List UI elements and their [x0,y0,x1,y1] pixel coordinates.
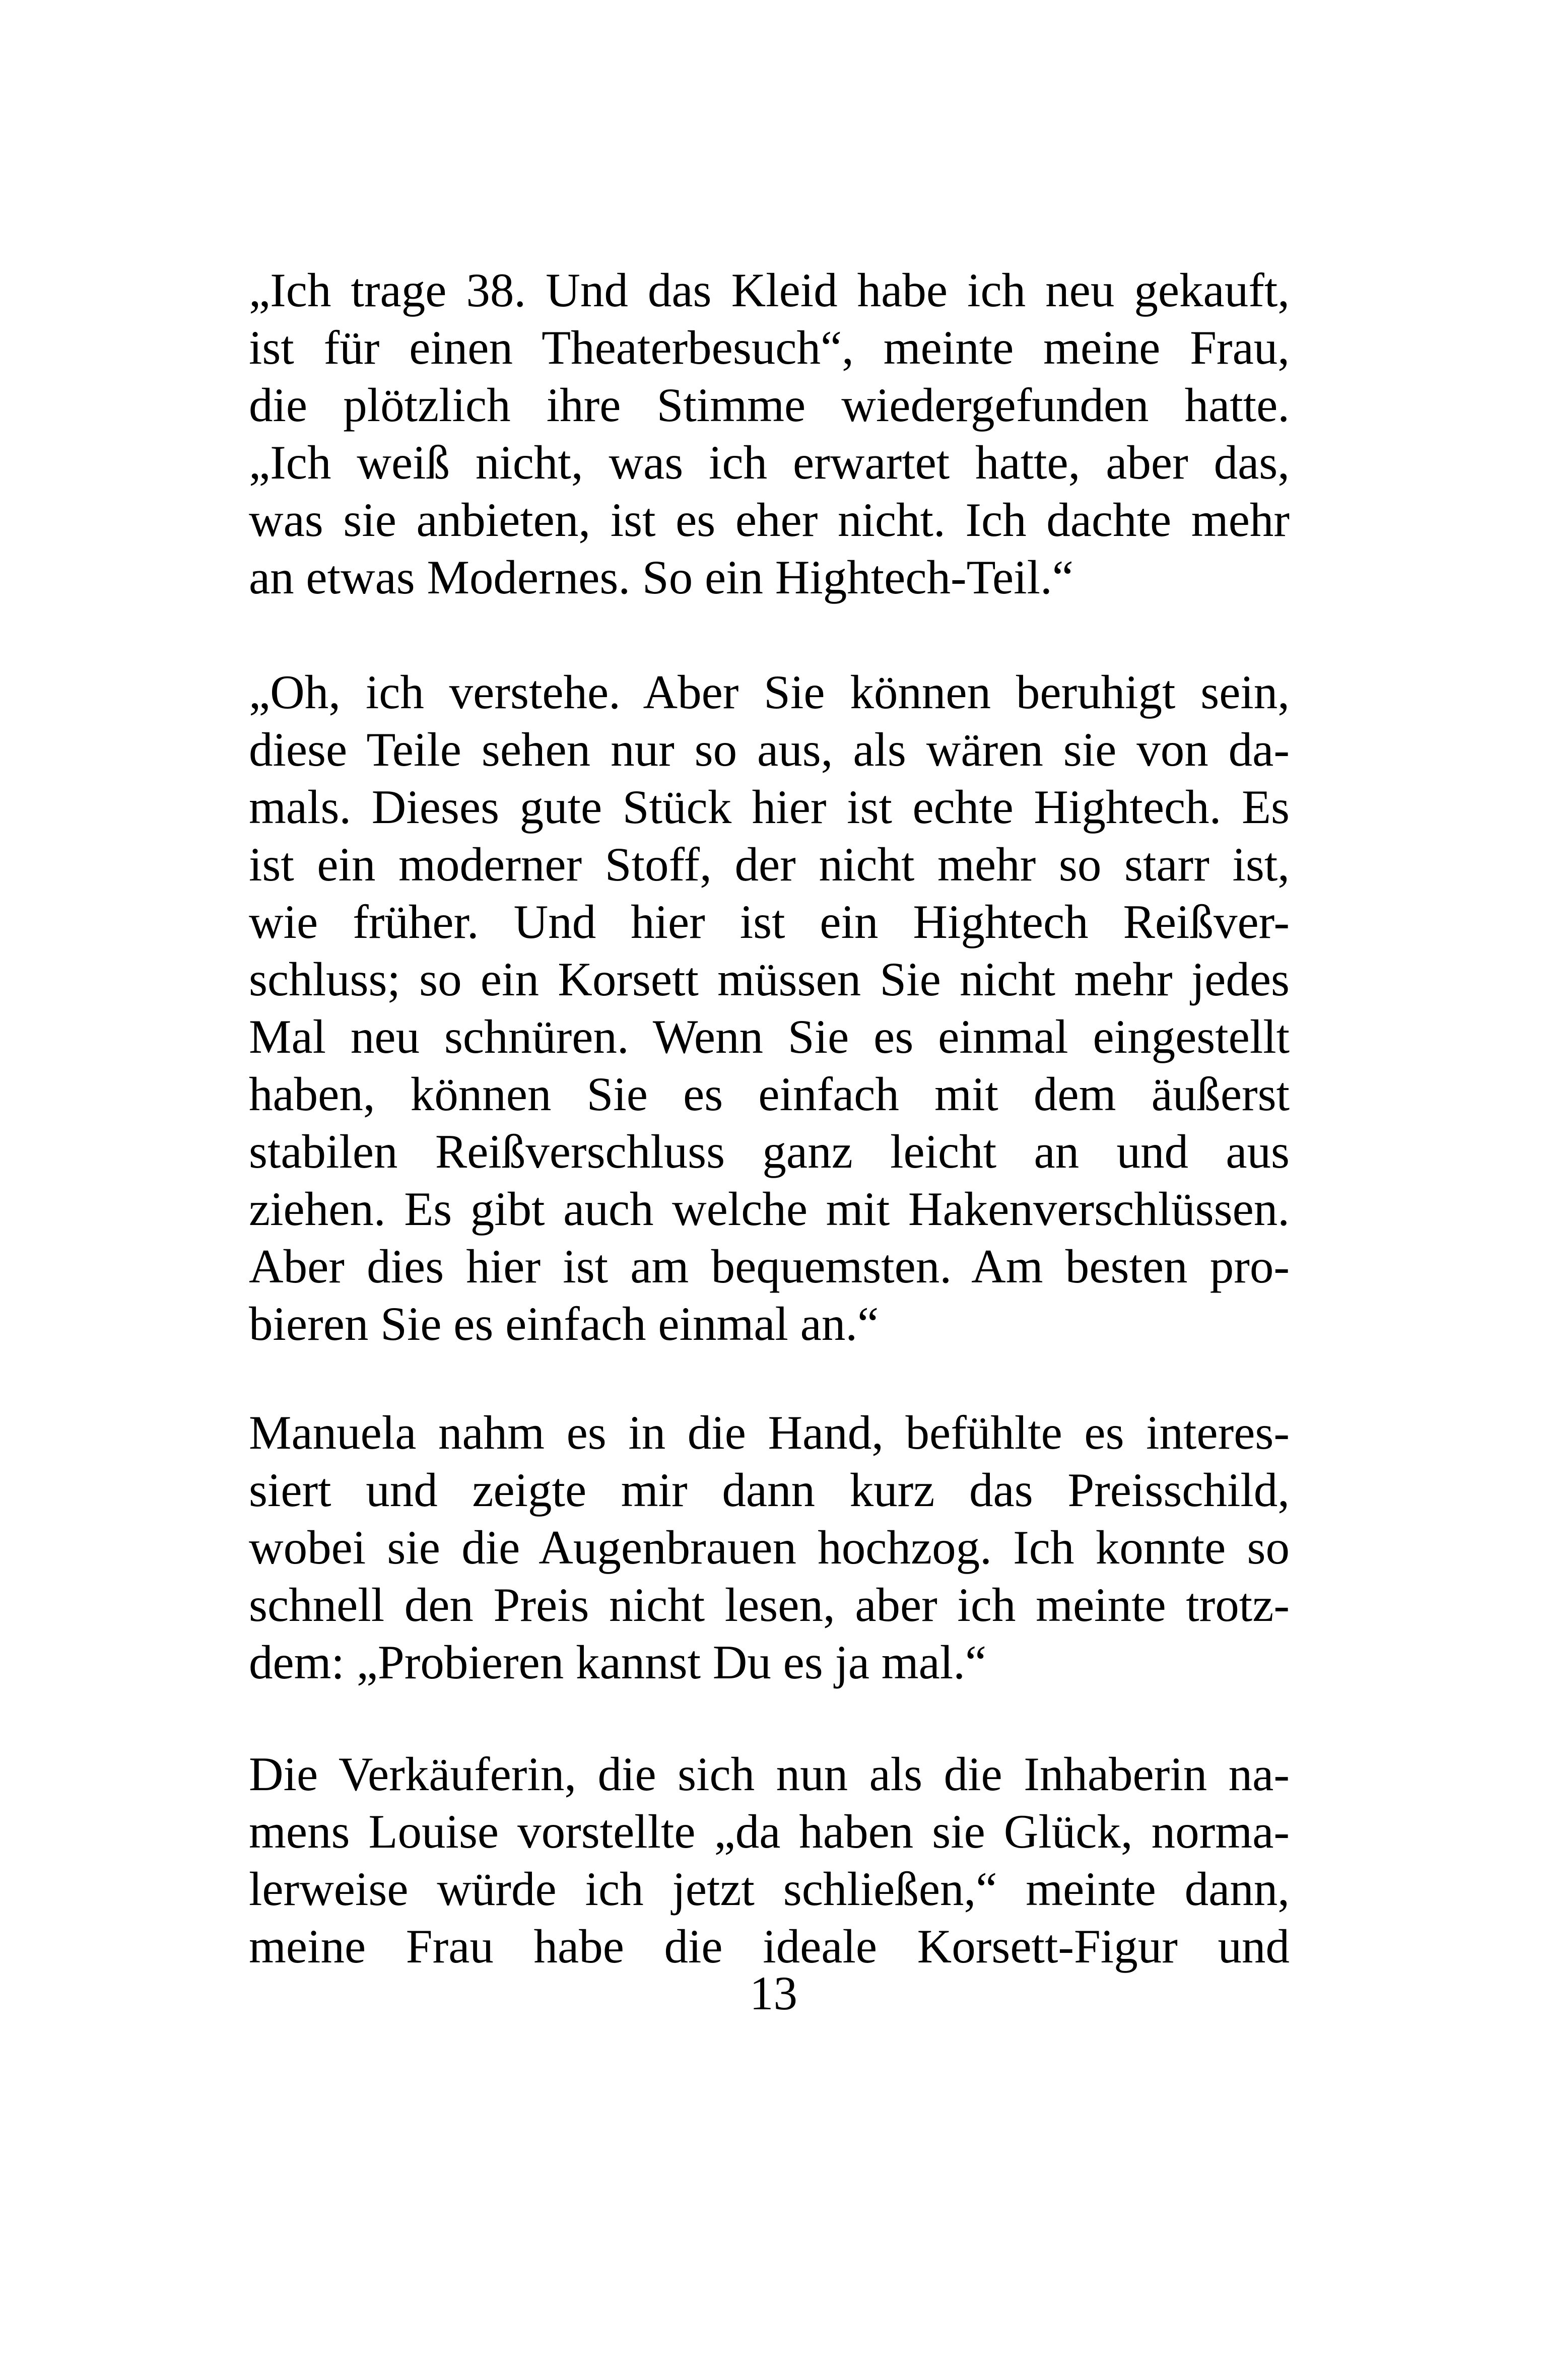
text-line: „Oh, ich verstehe. Aber Sie können beruhigt sein, [249,665,1290,719]
paragraph-1 [249,261,1290,606]
text-line: ist für einen Theaterbesuch“, meinte meine Frau, [249,321,1290,374]
text-line: lerweise würde ich jetzt schließen,“ meinte dann, [249,1862,1290,1916]
text-line: bieren Sie es einfach einmal an.“ [249,1297,879,1350]
text-line: meine Frau habe die ideale Korsett-Figur und [249,1920,1290,1973]
text-line: diese Teile sehen nur so aus, als wären sie von da- [249,723,1290,776]
text-line: die plötzlich ihre Stimme wiedergefunden hatte. [249,378,1290,432]
text-line: wie früher. Und hier ist ein Hightech Reißver- [249,895,1290,948]
text-line: schluss; so ein Korsett müssen Sie nicht mehr jedes [249,953,1290,1006]
text-line: haben, können Sie es einfach mit dem äußerst [249,1067,1290,1121]
text-line: Mal neu schnüren. Wenn Sie es einmal eingestellt [249,1010,1290,1063]
text-line: „Ich weiß nicht, was ich erwartet hatte, aber das, [249,436,1290,489]
text-line: „Ich trage 38. Und das Kleid habe ich neu gekauft, [249,263,1290,317]
text-line: an etwas Modernes. So ein Hightech-Teil.“ [249,551,1073,604]
text-line: siert und zeigte mir dann kurz das Preisschild, [249,1463,1290,1517]
text-line: schnell den Preis nicht lesen, aber ich meinte trotz- [249,1578,1290,1631]
paragraph-2 [249,663,1290,1352]
text-line: Aber dies hier ist am bequemsten. Am besten pro- [249,1240,1290,1293]
text-line: mens Louise vorstellte „da haben sie Glück, norma- [249,1805,1290,1858]
text-line: mals. Dieses gute Stück hier ist echte Hightech. Es [249,780,1290,834]
text-line: ist ein moderner Stoff, der nicht mehr so starr ist, [249,838,1290,891]
text-line: was sie anbieten, ist es eher nicht. Ich dachte mehr [249,493,1290,547]
page-number: 13 [750,1966,797,2020]
text-line: Manuela nahm es in die Hand, befühlte es interes- [249,1406,1290,1459]
text-line: Die Verkäuferin, die sich nun als die Inhaberin na- [249,1747,1290,1801]
text-line: ziehen. Es gibt auch welche mit Hakenverschlüssen. [249,1182,1290,1236]
text-line: stabilen Reißverschluss ganz leicht an und aus [249,1125,1290,1178]
text-line: wobei sie die Augenbrauen hochzog. Ich konnte so [249,1521,1290,1574]
paragraph-4 [249,1745,1290,1975]
text-line: dem: „Probieren kannst Du es ja mal.“ [249,1636,987,1689]
paragraph-3 [249,1404,1290,1691]
